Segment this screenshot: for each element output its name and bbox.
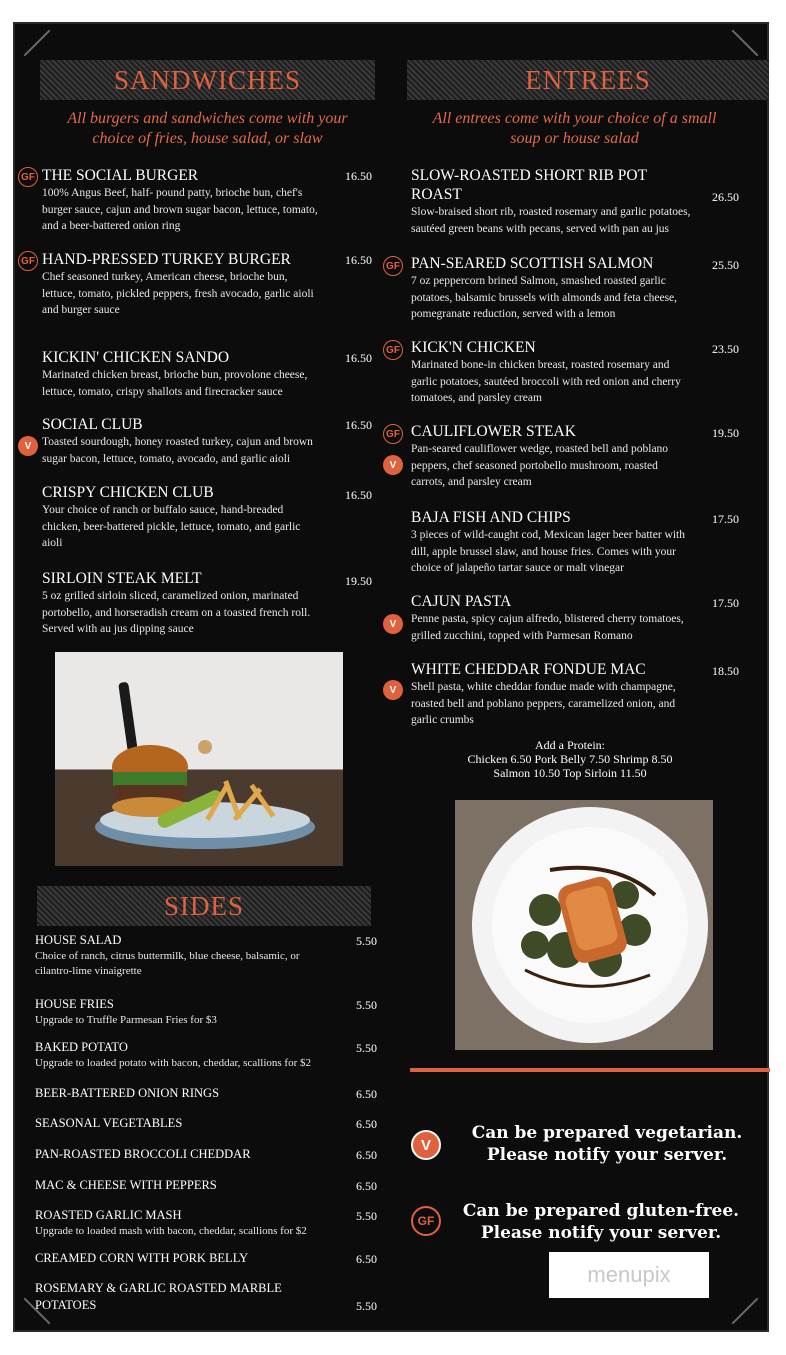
- side-item: BEER-BATTERED ONION RINGS 6.50: [35, 1086, 377, 1101]
- side-item: MAC & CHEESE WITH PEPPERS 6.50: [35, 1178, 377, 1193]
- side-item: SEASONAL VEGETABLES 6.50: [35, 1116, 377, 1131]
- side-item: CREAMED CORN WITH PORK BELLY 6.50: [35, 1251, 377, 1266]
- menu-item: KICK'N CHICKEN 23.50 Marinated bone-in chicken breast, roasted rosemary and garlic potatoes, sautéed broccoli with red onion and cherry tomatoes, and parsley cream: [411, 339, 739, 404]
- gluten-free-legend: Can be prepared gluten-free. Please notify your server.: [462, 1201, 740, 1243]
- burger-photo-illustration: [55, 652, 343, 866]
- side-item: HOUSE SALAD 5.50 Choice of ranch, citrus buttermilk, blue cheese, balsamic, or cilantro-lime vinaigrette: [35, 933, 377, 977]
- side-item: HOUSE FRIES 5.50 Upgrade to Truffle Parmesan Fries for $3: [35, 997, 377, 1026]
- menu-item: CRISPY CHICKEN CLUB 16.50 Your choice of ranch or buffalo sauce, hand-breaded chicken, beer-battered pickle, lettuce, tomato, and garlic aioli: [42, 484, 372, 549]
- entrees-title: ENTREES: [525, 64, 651, 95]
- menu-item: SOCIAL CLUB 16.50 Toasted sourdough, honey roasted turkey, cajun and brown sugar bacon, lettuce, tomato, avocado, and garlic aioli: [42, 416, 372, 465]
- menu-item: HAND-PRESSED TURKEY BURGER 16.50 Chef seasoned turkey, American cheese, brioche bun, lettuce, tomato, pickled peppers, fresh avocado, garlic aioli and burger sauce: [42, 251, 372, 316]
- menu-item: WHITE CHEDDAR FONDUE MAC 18.50 Shell pasta, white cheddar fondue made with champagne, roasted bell and poblano peppers, caramelized onion, and garlic crumbs: [411, 661, 739, 726]
- sandwiches-subtitle: All burgers and sandwiches come with your choice of fries, house salad, or slaw: [67, 110, 348, 147]
- menu-board: [13, 22, 769, 1332]
- entrees-banner: [407, 60, 769, 100]
- vegetarian-icon: V: [383, 455, 403, 475]
- gluten-free-icon: GF: [383, 424, 403, 444]
- burger-photo: [55, 652, 343, 866]
- corner-ornament: [24, 30, 51, 57]
- gluten-free-icon: GF: [383, 256, 403, 276]
- sides-banner: [37, 886, 371, 926]
- gluten-free-icon: GF: [18, 251, 38, 271]
- menu-item: CAULIFLOWER STEAK 19.50 Pan-seared cauliflower wedge, roasted bell and poblano peppers, chef seasoned portobello mushroom, roasted carrots, and parsley cream: [411, 423, 739, 488]
- side-item: ROASTED GARLIC MASH 5.50 Upgrade to loaded mash with bacon, cheddar, scallions for $2: [35, 1208, 377, 1237]
- gluten-free-icon: GF: [383, 340, 403, 360]
- corner-ornament: [732, 1298, 759, 1325]
- vegetarian-icon: V: [18, 436, 38, 456]
- entrees-subtitle: All entrees come with your choice of a small soup or house salad: [432, 110, 717, 147]
- menu-item: BAJA FISH AND CHIPS 17.50 3 pieces of wild-caught cod, Mexican lager beer batter with dill, apple brussel slaw, and house fries. Comes with your choice of jalapeño tartar sauce or malt vinegar: [411, 509, 739, 574]
- menu-item: KICKIN' CHICKEN SANDO 16.50 Marinated chicken breast, brioche bun, provolone cheese, lettuce, tomato, crispy shallots and firecracker sauce: [42, 349, 372, 398]
- menu-item: SIRLOIN STEAK MELT 19.50 5 oz grilled sirloin sliced, caramelized onion, marinated portobello, and horseradish cream on a toasted french roll. Served with au jus dipping sauce: [42, 570, 372, 635]
- side-item: PAN-ROASTED BROCCOLI CHEDDAR 6.50: [35, 1147, 377, 1162]
- menu-item: SLOW-ROASTED SHORT RIB POT ROAST 26.50 Slow-braised short rib, roasted rosemary and garlic potatoes, sautéed green beans with pecans, served with pan au jus: [411, 167, 739, 235]
- sandwiches-title: SANDWICHES: [113, 64, 301, 95]
- gluten-free-icon: GF: [411, 1206, 441, 1236]
- menu-item: THE SOCIAL BURGER 16.50 100% Angus Beef, half- pound patty, brioche bun, chef's burger sauce, cajun and brown sugar bacon, lettuce, tomato, and a beer-battered onion ring: [42, 167, 372, 232]
- menu-item: PAN-SEARED SCOTTISH SALMON 25.50 7 oz peppercorn brined Salmon, smashed roasted garlic potatoes, balsamic brussels with almonds and feta cheese, pomegranate reduction, served with a lemon: [411, 255, 739, 320]
- salmon-photo: [455, 800, 713, 1050]
- add-protein-block: Add a Protein: Chicken 6.50 Pork Belly 7.50 Shrimp 8.50 Salmon 10.50 Top Sirloin 11.50: [467, 738, 673, 780]
- vegetarian-icon: V: [411, 1130, 441, 1160]
- vegetarian-legend: Can be prepared vegetarian. Please notify your server.: [471, 1123, 743, 1165]
- legend-divider: [410, 1068, 770, 1072]
- vegetarian-icon: V: [383, 614, 403, 634]
- gluten-free-icon: GF: [18, 167, 38, 187]
- watermark: menupix: [549, 1252, 709, 1298]
- sandwiches-banner: [40, 60, 375, 100]
- salmon-photo-illustration: [455, 800, 713, 1050]
- menu-item: CAJUN PASTA 17.50 Penne pasta, spicy cajun alfredo, blistered cherry tomatoes, grilled zucchini, topped with Parmesan Romano: [411, 593, 739, 642]
- side-item: ROSEMARY & GARLIC ROASTED MARBLE POTATOES 5.50: [35, 1281, 377, 1313]
- sides-title: SIDES: [163, 890, 244, 921]
- corner-ornament: [732, 30, 759, 57]
- side-item: BAKED POTATO 5.50 Upgrade to loaded potato with bacon, cheddar, scallions for $2: [35, 1040, 377, 1069]
- vegetarian-icon: V: [383, 680, 403, 700]
